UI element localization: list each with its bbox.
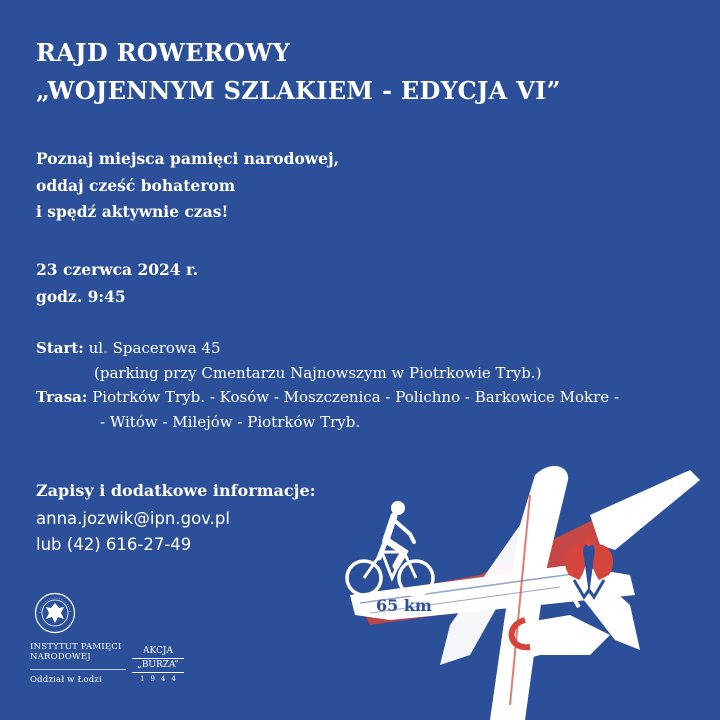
trasa-row [36, 385, 619, 410]
burza-line-2: „BURZA” [137, 660, 179, 670]
akcja-burza-logo [128, 646, 188, 685]
burza-bar-2 [132, 672, 184, 673]
burza-year: 1944 [140, 675, 182, 683]
tagline-line-2: oddaj cześć bohaterom [36, 175, 236, 195]
ipn-seal-icon [34, 592, 76, 634]
event-time: godz. 9:45 [36, 287, 126, 306]
contact-email-link[interactable]: anna.jozwik@ipn.gov.pl [36, 509, 230, 528]
title-line-2: „WOJENNYM SZLAKIEM - EDYCJA VI” [36, 76, 561, 105]
cyclist-icon [347, 501, 433, 595]
event-date: 23 czerwca 2024 r. [36, 260, 199, 279]
ipn-name-line-1: INSTYTUT PAMIĘCI [30, 642, 122, 652]
distance-label: 65 km [376, 596, 432, 615]
page-title [36, 34, 561, 110]
start-row [36, 336, 619, 361]
ipn-logo [30, 592, 142, 685]
burza-line-1: AKCJA [143, 646, 173, 656]
route-info [36, 336, 619, 434]
contact-info [36, 478, 316, 558]
tagline-line-3: i spędź aktywnie czas! [36, 202, 229, 221]
trasa-line-2: - Witów - Milejów - Piotrków Tryb. [100, 412, 361, 431]
tagline [36, 146, 339, 226]
ipn-branch: Oddział w Łodzi [30, 675, 102, 685]
start-label: Start: [36, 339, 84, 357]
trasa-line-1: Piotrków Tryb. - Kosów - Moszczenica - Polichno - Barkowice Mokre - [92, 388, 620, 406]
event-datetime [36, 256, 198, 310]
trasa-label: Trasa: [36, 388, 88, 406]
burza-bar [132, 658, 184, 659]
contact-heading: Zapisy i dodatkowe informacje: [36, 481, 316, 500]
ipn-name-line-2: NARODOWEJ [30, 652, 91, 662]
ak-anchor-emblem [330, 455, 710, 720]
start-address: ul. Spacerowa 45 [88, 339, 221, 357]
start-note: (parking przy Cmentarzu Najnowszym w Piotrkowie Tryb.) [94, 363, 542, 382]
ipn-divider [30, 669, 126, 670]
contact-phone: lub (42) 616-27-49 [36, 535, 192, 554]
title-line-1: RAJD ROWEROWY [36, 38, 291, 67]
tagline-line-1: Poznaj miejsca pamięci narodowej, [36, 149, 340, 168]
